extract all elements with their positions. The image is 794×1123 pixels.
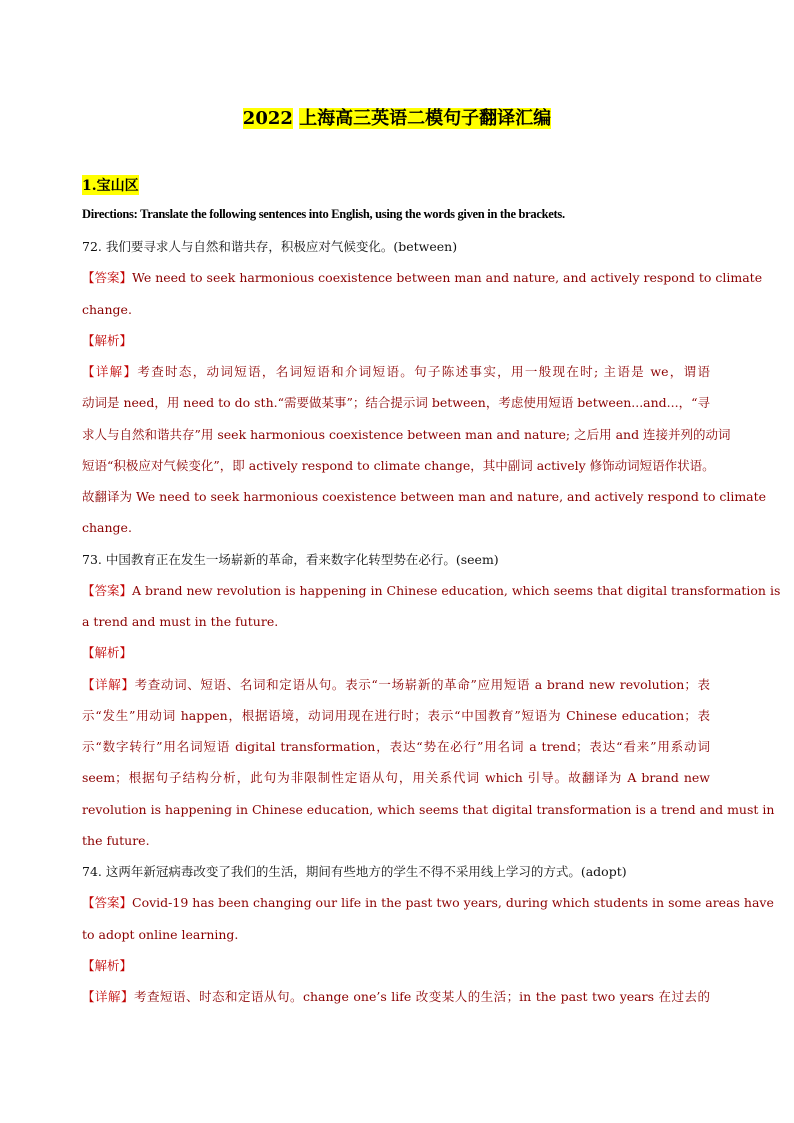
- question-text: 73. 中国教育正在发生一场崭新的革命，看来数字化转型势在必行。(seem): [82, 551, 499, 567]
- text-line: [82, 363, 710, 381]
- answer-text: We need to seek harmonious coexistence between man and nature, and actively respond to climate: [132, 270, 763, 286]
- question-text: 74. 这两年新冠病毒改变了我们的生活，期间有些地方的学生不得不采用线上学习的方式。(adopt): [82, 864, 627, 879]
- text-line: [82, 894, 774, 912]
- answer-text: change.: [82, 301, 132, 317]
- title-year: 2022: [242, 108, 293, 129]
- text-line: [82, 738, 710, 756]
- text-line: [82, 769, 710, 787]
- detail-text: 动词是 need，用 need to do sth.“需要做某事”；结合提示词 between，考虑使用短语 between...and...，“寻: [82, 395, 710, 411]
- answer-text: a trend and must in the future.: [82, 614, 279, 629]
- question-text: 72. 我们要寻求人与自然和谐共存，积极应对气候变化。(between): [82, 239, 458, 254]
- document-title: [0, 104, 794, 130]
- detail-label: 【详解】: [82, 989, 134, 1004]
- detail-text: 故翻译为 We need to seek harmonious coexistence between man and nature, and actively respond to climate: [82, 489, 767, 504]
- detail-text: 考查动词、短语、名词和定语从句。表示“一场崭新的革命”应用短语 a brand new revolution；表: [134, 676, 710, 692]
- detail-text: 示“数字转行”用名词短语 digital transformation，表达“势在必行”用名词 a trend；表达“看来”用系动词: [82, 739, 710, 754]
- detail-text: 短语“积极应对气候变化”，即 actively respond to climate change，其中副词 actively 修饰动词短语作状语。: [82, 457, 715, 473]
- text-line: [82, 957, 710, 975]
- text-line: [82, 301, 710, 319]
- text-line: [82, 457, 715, 475]
- text-line: [82, 269, 763, 287]
- text-line: [82, 801, 775, 819]
- directions: Directions: Translate the following sentences into English, using the words given in the brackets.: [82, 207, 565, 221]
- answer-text: A brand new revolution is happening in Chinese education, which seems that digital transformation is: [132, 582, 781, 598]
- answer-label: 【答案】: [82, 582, 133, 598]
- detail-text: revolution is happening in Chinese education, which seems that digital transformation is a trend and must in: [82, 801, 775, 817]
- answer-label: 【答案】: [82, 270, 133, 286]
- detail-text: 求人与自然和谐共存”用 seek harmonious coexistence between man and nature; 之后用 and 连接并列的动词: [82, 426, 731, 442]
- text-line: [82, 488, 767, 506]
- text-line: [82, 332, 710, 350]
- answer-text: to adopt online learning.: [82, 926, 239, 942]
- text-line: [82, 582, 781, 600]
- text-line: [82, 551, 710, 569]
- detail-text: 示“发生”用动词 happen，根据语境，动词用现在进行时；表示“中国教育”短语为 Chinese education；表: [82, 707, 710, 723]
- detail-text: seem；根据句子结构分析，此句为非限制性定语从句，用关系代词 which 引导。故翻译为 A brand new: [82, 770, 710, 786]
- detail-text: 考查短语、时态和定语从句。change one’s life 改变某人的生活；in the past two years 在过去的: [134, 989, 710, 1004]
- text-line: [82, 926, 710, 944]
- analysis-label: 【解析】: [82, 645, 133, 661]
- detail-label: 【详解】: [82, 676, 135, 692]
- text-line: [82, 676, 710, 694]
- detail-text: 考查时态，动词短语，名词短语和介词短语。句子陈述事实，用一般现在时; 主语是 we，谓语: [137, 364, 710, 379]
- title-text: 上海高三英语二模句子翻译汇编: [299, 108, 552, 129]
- analysis-label: 【解析】: [82, 957, 133, 973]
- text-line: [82, 426, 731, 444]
- text-line: [82, 519, 710, 537]
- detail-label: 【详解】: [82, 364, 138, 379]
- analysis-label: 【解析】: [82, 332, 133, 348]
- detail-text: the future.: [82, 832, 150, 848]
- detail-text: change.: [82, 520, 132, 536]
- text-line: [82, 863, 710, 881]
- text-line: [82, 613, 710, 631]
- text-line: [82, 644, 710, 662]
- text-line: [82, 238, 710, 256]
- text-line: [82, 832, 710, 850]
- answer-text: Covid-19 has been changing our life in the past two years, during which students in some areas have: [132, 895, 774, 911]
- text-line: [82, 707, 710, 725]
- text-line: [82, 988, 710, 1006]
- section-heading: 1.宝山区: [82, 175, 139, 195]
- answer-label: 【答案】: [82, 895, 133, 911]
- text-line: [82, 394, 710, 412]
